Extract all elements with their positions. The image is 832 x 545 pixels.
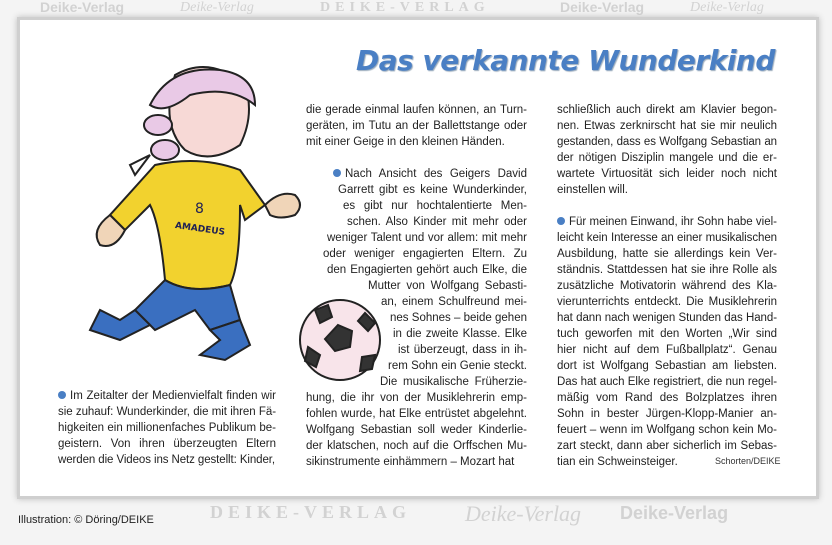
text-line-content: sikinstrumente einhämmern – Mozart hat xyxy=(306,456,515,468)
text-line xyxy=(306,422,527,438)
text-line-content: an, einem Schulfreund mei- xyxy=(381,296,527,308)
text-line-content: Für meinen Einwand, ihr Sohn habe viel- xyxy=(569,216,777,228)
text-line xyxy=(557,406,777,422)
text-line xyxy=(306,118,527,134)
text-line xyxy=(338,182,527,198)
text-line-content: Wolfgang Sebastian soll weder Kinderlie- xyxy=(306,424,527,436)
text-line xyxy=(388,358,527,374)
text-line-content: Das hat auch Elke registriert, die nun regel- xyxy=(557,376,777,388)
text-line-content: die gerade einmal laufen können, an Turn- xyxy=(306,104,527,116)
text-line xyxy=(398,342,527,358)
text-line xyxy=(333,166,527,182)
text-line xyxy=(557,342,777,358)
text-line xyxy=(557,326,777,342)
text-line xyxy=(557,118,777,134)
text-line-content: feuert – wenn im Wolfgang schon kein Mo- xyxy=(557,424,777,436)
text-line-content: geräten, im Tutu an der Ballettstange oder xyxy=(306,120,527,132)
text-line-content: zusätzliche Motivatorin während des Kla- xyxy=(557,280,777,292)
text-line-content: Ausbildung, hatte sie allerdings kein Ver- xyxy=(557,248,777,260)
watermark-text: DEIKE-VERLAG xyxy=(210,502,412,522)
text-line-content: dort ist Wolfgang Sebastian am liebsten. xyxy=(557,360,777,372)
text-line xyxy=(557,390,777,406)
text-line xyxy=(58,420,276,436)
article-title: Das verkannte Wunderkind xyxy=(356,44,775,77)
text-line xyxy=(557,422,777,438)
text-line-content: tian ein Schweinsteiger. xyxy=(557,456,678,468)
text-line-content: mit einer Geige in den kleinen Händen. xyxy=(306,136,505,148)
author-credit: Schorten/DEIKE xyxy=(715,456,781,466)
bullet-icon xyxy=(58,391,66,399)
text-line xyxy=(323,246,527,262)
text-line-content: hier nicht auf dem Fußballplatz“. Genau xyxy=(557,344,777,356)
watermark-text: Deike-Verlag xyxy=(465,501,582,526)
text-line xyxy=(347,214,527,230)
text-line-content: weniger Talent und vor allem: mit mehr xyxy=(327,232,527,244)
watermark-text: Deike-Verlag xyxy=(180,0,254,15)
text-line xyxy=(557,230,777,246)
text-line-content: einstellen will. xyxy=(557,184,628,196)
text-line xyxy=(557,166,777,182)
watermark-text: DEIKE-VERLAG xyxy=(320,0,490,15)
text-line xyxy=(557,438,777,454)
text-line-content: mäßig vom Rand des Bolzplatzes ihren xyxy=(557,392,777,404)
text-line xyxy=(343,198,527,214)
text-line-content: der nötigen Disziplin mangele und die er- xyxy=(557,152,777,164)
text-line xyxy=(557,214,777,230)
watermark-text: Deike-Verlag xyxy=(560,0,645,15)
text-line xyxy=(393,326,527,342)
illustration-credit: Illustration: © Döring/DEIKE xyxy=(18,514,154,526)
text-line xyxy=(380,374,527,390)
text-line-content: der klatschen, noch auf die Orffschen Mu- xyxy=(306,440,527,452)
bullet-icon xyxy=(557,217,565,225)
text-line-content: ist überzeugt, dass in ih- xyxy=(398,344,527,356)
text-line-content: Im Zeitalter der Medienvielfalt finden wir xyxy=(70,390,276,402)
text-line xyxy=(327,262,527,278)
text-line-content: schließlich auch direkt am Klavier begon- xyxy=(557,104,777,116)
text-line-content: fohlen wurde, hat Elke entrüstet abgelehnt. xyxy=(306,408,527,420)
text-line-content: hat dann nach wenigen Stunden das Hand- xyxy=(557,312,777,324)
text-line xyxy=(557,310,777,326)
text-line xyxy=(58,452,276,468)
text-line-content: werden die Videos ins Netz gestellt: Kinder, xyxy=(58,454,275,466)
text-line-content: Sohn in bester Jürgen-Klopp-Manier an- xyxy=(557,408,777,420)
text-line-content: Mutter von Wolfgang Sebasti- xyxy=(368,280,527,292)
text-line-content: wartete Virtuosität sich leider noch nicht xyxy=(557,168,777,180)
text-line-content: higkeiten ein millionenfaches Publikum be- xyxy=(58,422,276,434)
watermark-text: Deike-Verlag xyxy=(690,0,764,15)
text-line-content: nes Sohnes – beide gehen xyxy=(390,312,527,324)
watermark-text: Deike-Verlag xyxy=(620,503,729,523)
soccer-ball xyxy=(300,300,380,380)
text-line xyxy=(557,182,777,198)
text-line-content: tuch geworfen mit den Worten „Wir sind xyxy=(557,328,777,340)
text-line-content: nen. Etwas zerknirscht hat sie mir neulich xyxy=(557,120,777,132)
text-line xyxy=(58,436,276,452)
text-line-content: zart steckt, dann aber sicherlich im Sebas- xyxy=(557,440,777,452)
shirt-number: 8 xyxy=(195,201,204,217)
text-line-content: schen. Also Kinder mit mehr oder xyxy=(347,216,527,228)
text-line xyxy=(58,388,276,404)
text-line-content: geistern. Von ihren überzeugten Eltern xyxy=(58,438,276,450)
text-line xyxy=(557,246,777,262)
text-line-content: oder weniger engagierten Eltern. Zu xyxy=(323,248,527,260)
text-line xyxy=(368,278,527,294)
text-line-content: in die zweite Klasse. Elke xyxy=(393,328,527,340)
bullet-icon xyxy=(333,169,341,177)
text-line xyxy=(557,262,777,278)
text-line xyxy=(306,406,527,422)
text-line-content: ständnis. Stattdessen hat sie ihre Rolle als xyxy=(557,264,777,276)
text-line-content: es gibt nur hochtalentierte Men- xyxy=(343,200,527,212)
text-line-content: hung, die ihr von der Musiklehrerin emp- xyxy=(306,392,527,404)
text-line xyxy=(306,454,527,470)
text-line xyxy=(557,374,777,390)
text-line-content: gestanden, dass es Wolfgang Sebastian an xyxy=(557,136,777,148)
text-line-content: rem Sohn ein Genie steckt. xyxy=(388,360,527,372)
text-line xyxy=(306,438,527,454)
text-line xyxy=(306,390,527,406)
text-line-content: vierunterrichts entdeckt. Die Musiklehrerin xyxy=(557,296,777,308)
text-line xyxy=(557,134,777,150)
text-line-content: sie zuhauf: Wunderkinder, die mit ihren Fä- xyxy=(58,406,276,418)
text-line xyxy=(306,134,527,150)
text-line-content: Garrett gibt es keine Wunderkinder, xyxy=(338,184,527,196)
text-line-content: Die musikalische Früherzie- xyxy=(380,376,527,388)
text-line xyxy=(557,278,777,294)
shirt-text: AMADEUS xyxy=(174,220,226,238)
text-line-content: leicht kein Interesse an einer musikalischen xyxy=(557,232,777,244)
text-line-content: den Engagierten gehört auch Elke, die xyxy=(327,264,527,276)
text-line xyxy=(381,294,527,310)
text-line xyxy=(557,294,777,310)
text-line xyxy=(58,404,276,420)
text-line-content: Nach Ansicht des Geigers David xyxy=(345,168,527,180)
watermark-text: Deike-Verlag xyxy=(40,0,125,15)
text-line xyxy=(327,230,527,246)
text-line xyxy=(306,102,527,118)
text-line xyxy=(557,358,777,374)
text-line xyxy=(557,150,777,166)
text-line xyxy=(390,310,527,326)
text-line xyxy=(557,102,777,118)
